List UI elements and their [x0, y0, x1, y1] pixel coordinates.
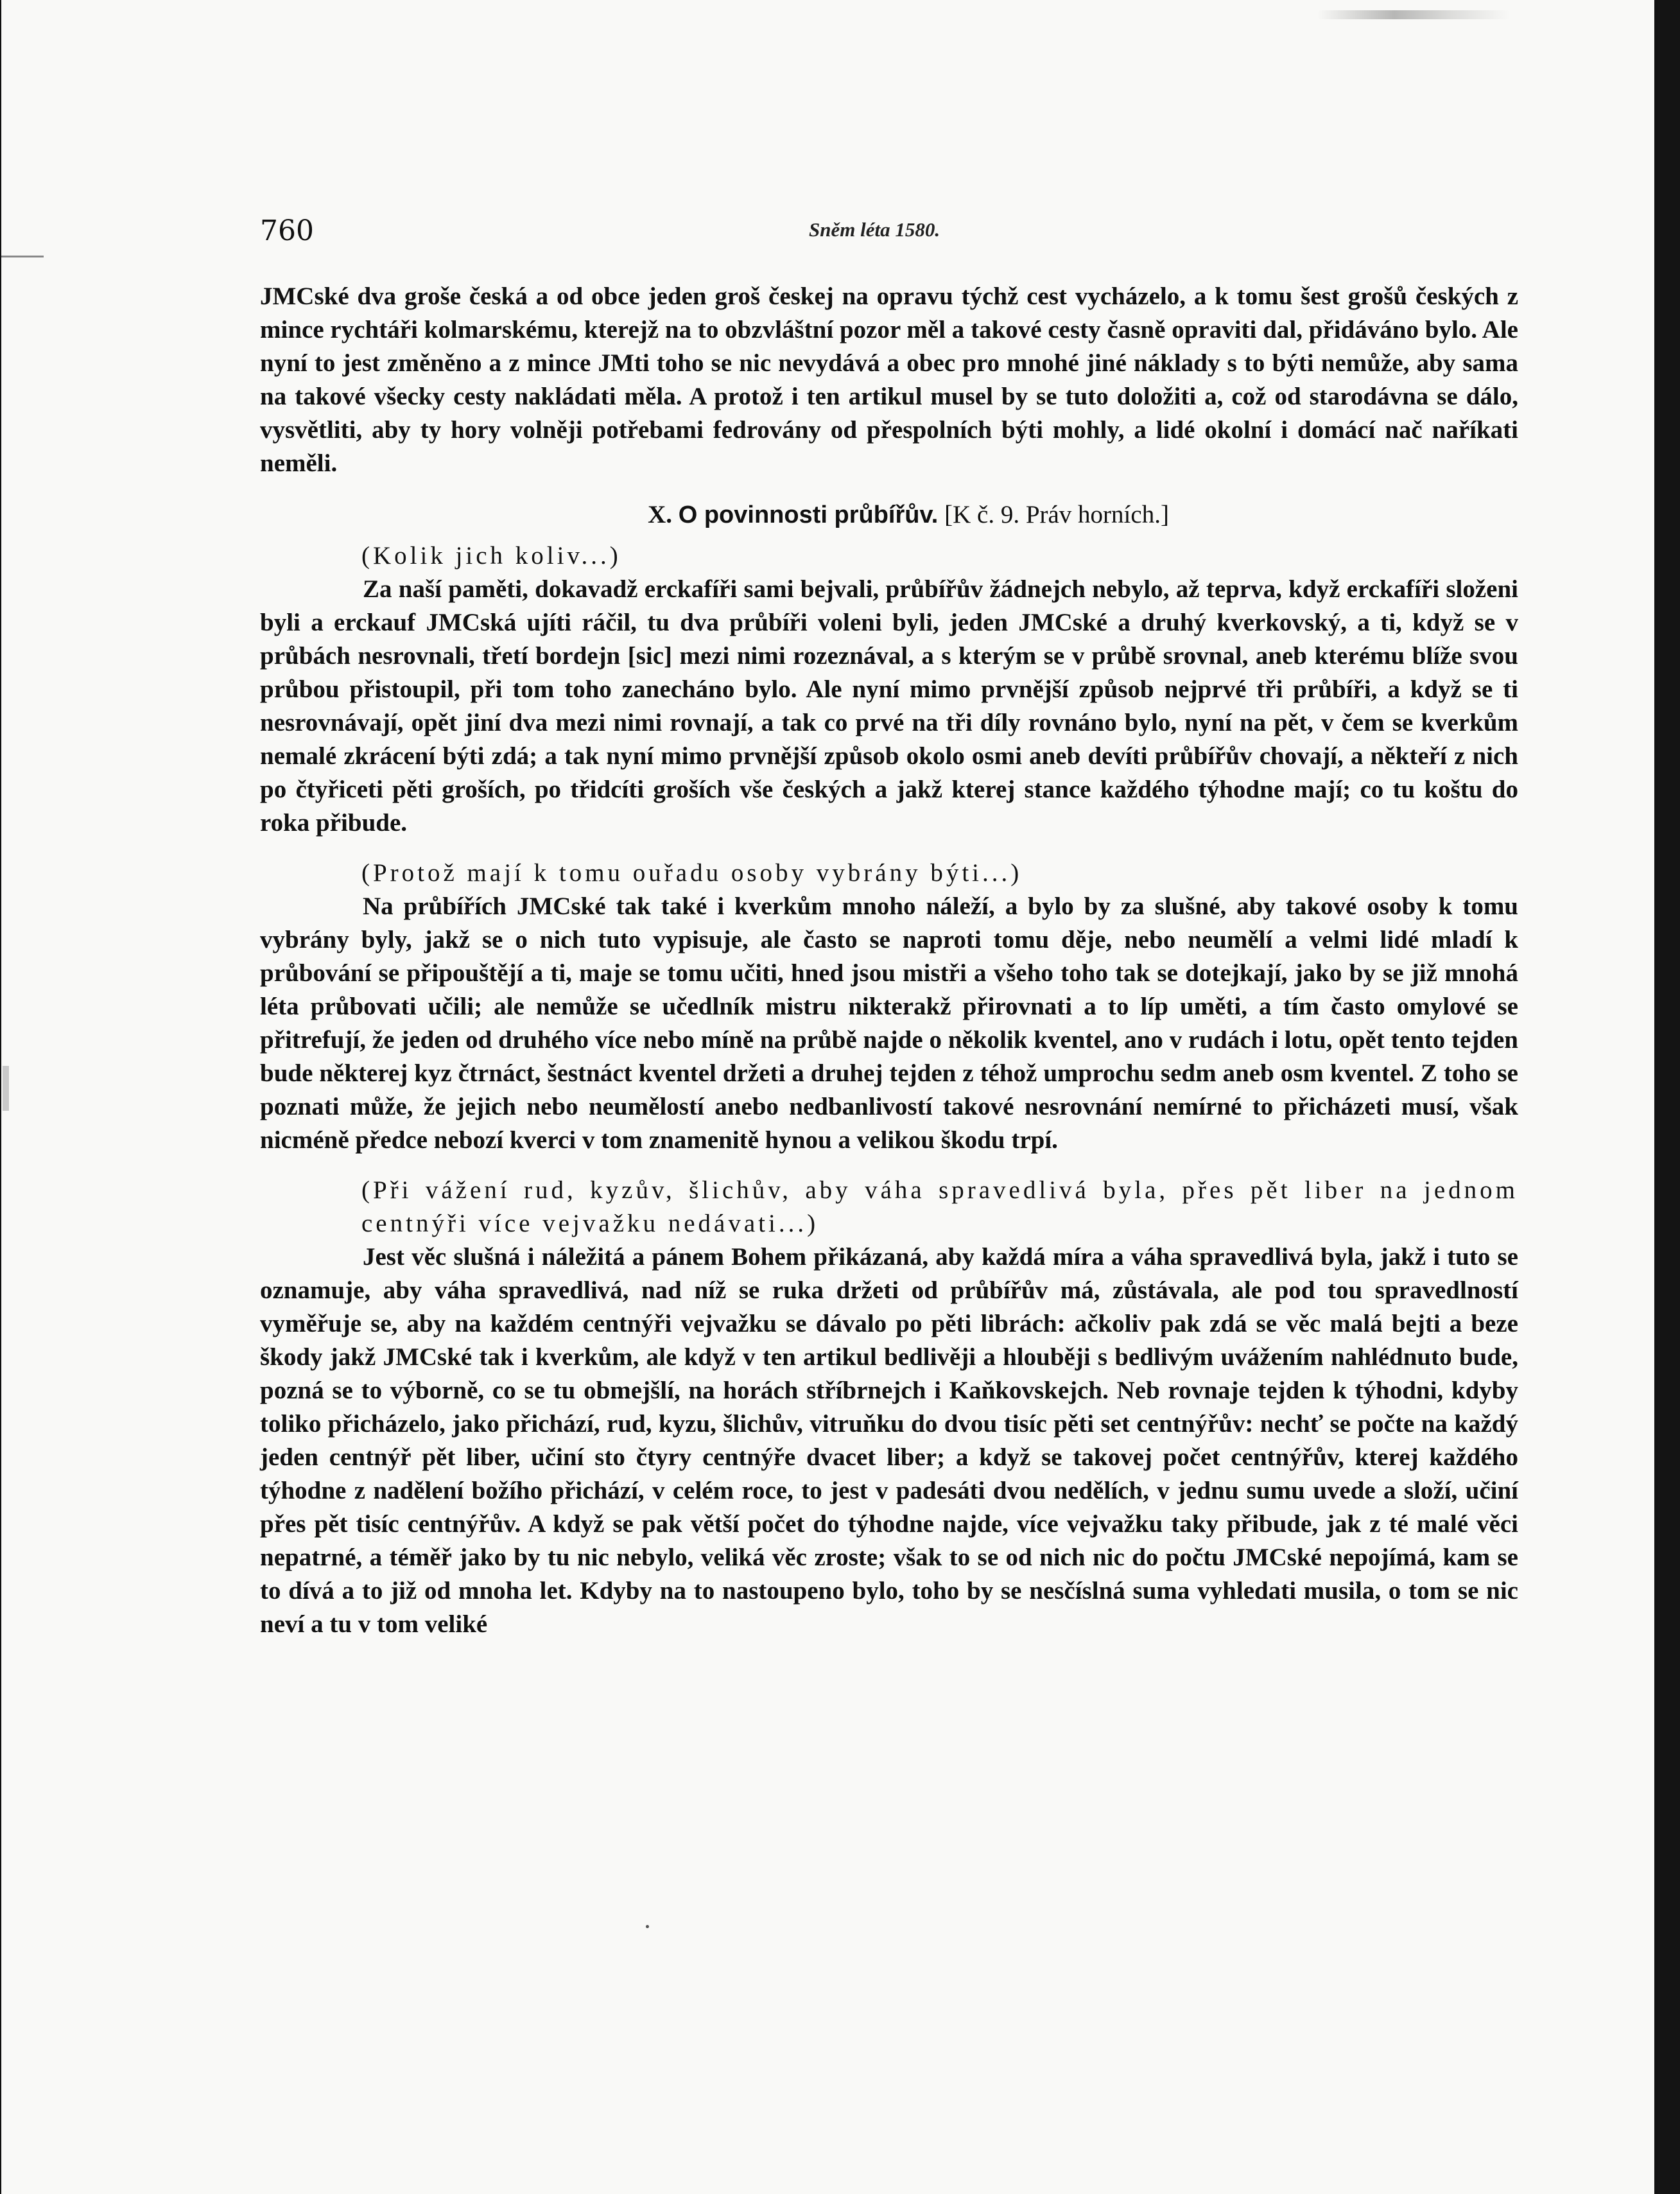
margin-mark [1, 256, 44, 257]
paragraph: Na průbířích JMCské tak také i kverkům mnoho náleží, a bylo by za slušné, aby takové osoby k tomu vybrány byly, jakž se o nich tuto vypisuje, ale často se naproti tomu děje, nebo neumělí a velmi lidé mladí k průbování se připouštějí a ti, maje se tomu učiti, hned jsou mistři a všeho toho tak se dotejkají, jako by se již mnohá léta průbovati učili; ale nemůže se učedlník mistru nikterakž přirovnati a to líp uměti, a tím často omylové se přitrefují, že jeden od druhého více nebo míně na průbě najde o několik kventel, ano v rudách i lotu, opět tento tejden bude některej kyz čtrnáct, šestnáct kventel držeti a druhej tejden z téhož umprochu sedm aneb osm kventel. Z toho se poznati může, že jejich nebo neumělostí anebo nedbanlivostí takové nesrovnání nemírné to přicházeti musí, však nicméně předce nebozí kverci v tom znamenitě hynou a velikou škodu trpí. [260, 892, 1518, 1154]
running-title: Sněm léta 1580. [809, 218, 940, 241]
paragraph: JMCské dva groše česká a od obce jeden groš českej na opravu týchž cest vycházelo, a k tomu šest grošů českých z mince rychtáři kolmarskému, kterejž na to obzvláštní pozor měl a takové cesty časně opraviti dal, přidáváno bylo. Ale nyní to jest změněno a z mince JMti toho se nic nevydává a obec pro mnohé jiné náklady s to býti nemůže, aby sama na takové všecky cesty nakládati měla. A protož i ten artikul musel by se tuto doložiti a, což od starodávna se dálo, vysvětliti, aby ty hory volněji potřebami fedrovány od přespolních býti mohly, a lidé okolní i domácí nač naříkati neměli. [260, 283, 1518, 477]
scan-smudge [1317, 10, 1510, 19]
section-title: O povinnosti průbířův. [678, 501, 939, 528]
paragraph: Jest věc slušná i náležitá a pánem Bohem přikázaná, aby každá míra a váha spravedlivá byla, jakž i tuto se oznamuje, aby váha spravedlivá, nad níž se ruka držeti od průbířův má, zůstávala, ale pod tou spravedlností vyměřuje se, aby na každém centnýři vejvažku se dávalo po pěti librách: ačkoliv pak zdá se věc malá bejti a beze škody jakž JMCské tak i kverkům, ale když v ten artikul bedlivěji a hlouběji s bedlivým uvážením nahlédnuto bude, pozná se to výborně, co se tu obmejšlí, na horách stříbrnejch i Kaňkovskejch. Neb rovnaje tejden k týhodni, kdyby toliko přicházelo, jako přichází, rud, kyzu, šlichův, vitruňku do dvou tisíc pěti set centnýřův: nechť se počte na každý jeden centnýř pět liber, učiní sto čtyry centnýře dvacet liber; a když se takovej počet centnýřův, kterej každého týhodne z nadělení božího přichází, v celém roce, to jest v padesáti dvou nedělích, v jednu sumu uvede a složí, učiní přes pět tisíc centnýřův. A když se pak větší počet do týhodne najde, více vejvažku taky přibude, jak z té malé věci nepatrné, a téměř jako by tu nic nebylo, veliká věc zroste; však to se od nich nic do počtu JMCské nepojímá, kam se to dívá a to již od mnoha let. Kdyby na to nastoupeno bylo, toho by se nesčíslná suma vyhledati musila, o tom se nic neví a tu v tom veliké [260, 1243, 1518, 1638]
scanned-page [1, 0, 1654, 2194]
section-number: X. [648, 501, 672, 528]
section-reference: [K č. 9. Práv horních.] [944, 501, 1169, 528]
section-heading [260, 497, 1518, 533]
subheading: (Protož mají k tomu ouřadu osoby vybrány býti...) [361, 859, 1023, 887]
margin-mark [3, 1066, 9, 1111]
subheading: (Při vážení rud, kyzův, šlichův, aby váha spravedlivá byla, přes pět liber na jednom centnýři více vejvažku nedávati...) [361, 1176, 1518, 1237]
paragraph: Za naší paměti, dokavadž erckafíři sami bejvali, průbířův žádnejch nebylo, až teprva, když erckafíři složeni byli a erckauf JMCská ujíti ráčil, tu dva průbíři voleni byli, jeden JMCské a druhý kverkovský, a ti, když se v průbách nesrovnali, třetí bordejn [sic] mezi nimi rozeznával, a s kterým se v průbě srovnal, aneb kterému blíže svou průbou přistoupil, při tom toho zanecháno bylo. Ale nyní mimo prvnější způsob nejprvé tři průbíři, a když se ti nesrovnávají, opět jiní dva mezi nimi rovnají, a tak co prvé na tři díly rovnáno bylo, nyní na pět, v čem se kverkům nemalé zkrácení býti zdá; a tak nyní mimo prvnější způsob okolo osmi aneb devíti průbířův chovají, a někteří z nich po čtyřiceti pěti groších, po třidcíti groších vše českých a jakž kterej stance každého týhodne mají; co tu koštu do roka přibude. [260, 575, 1518, 837]
page-header [260, 212, 1512, 250]
subheading: (Kolik jich koliv...) [361, 542, 621, 570]
body-text [260, 280, 1518, 1641]
scan-speck [646, 1925, 649, 1928]
page-number: 760 [260, 214, 314, 247]
